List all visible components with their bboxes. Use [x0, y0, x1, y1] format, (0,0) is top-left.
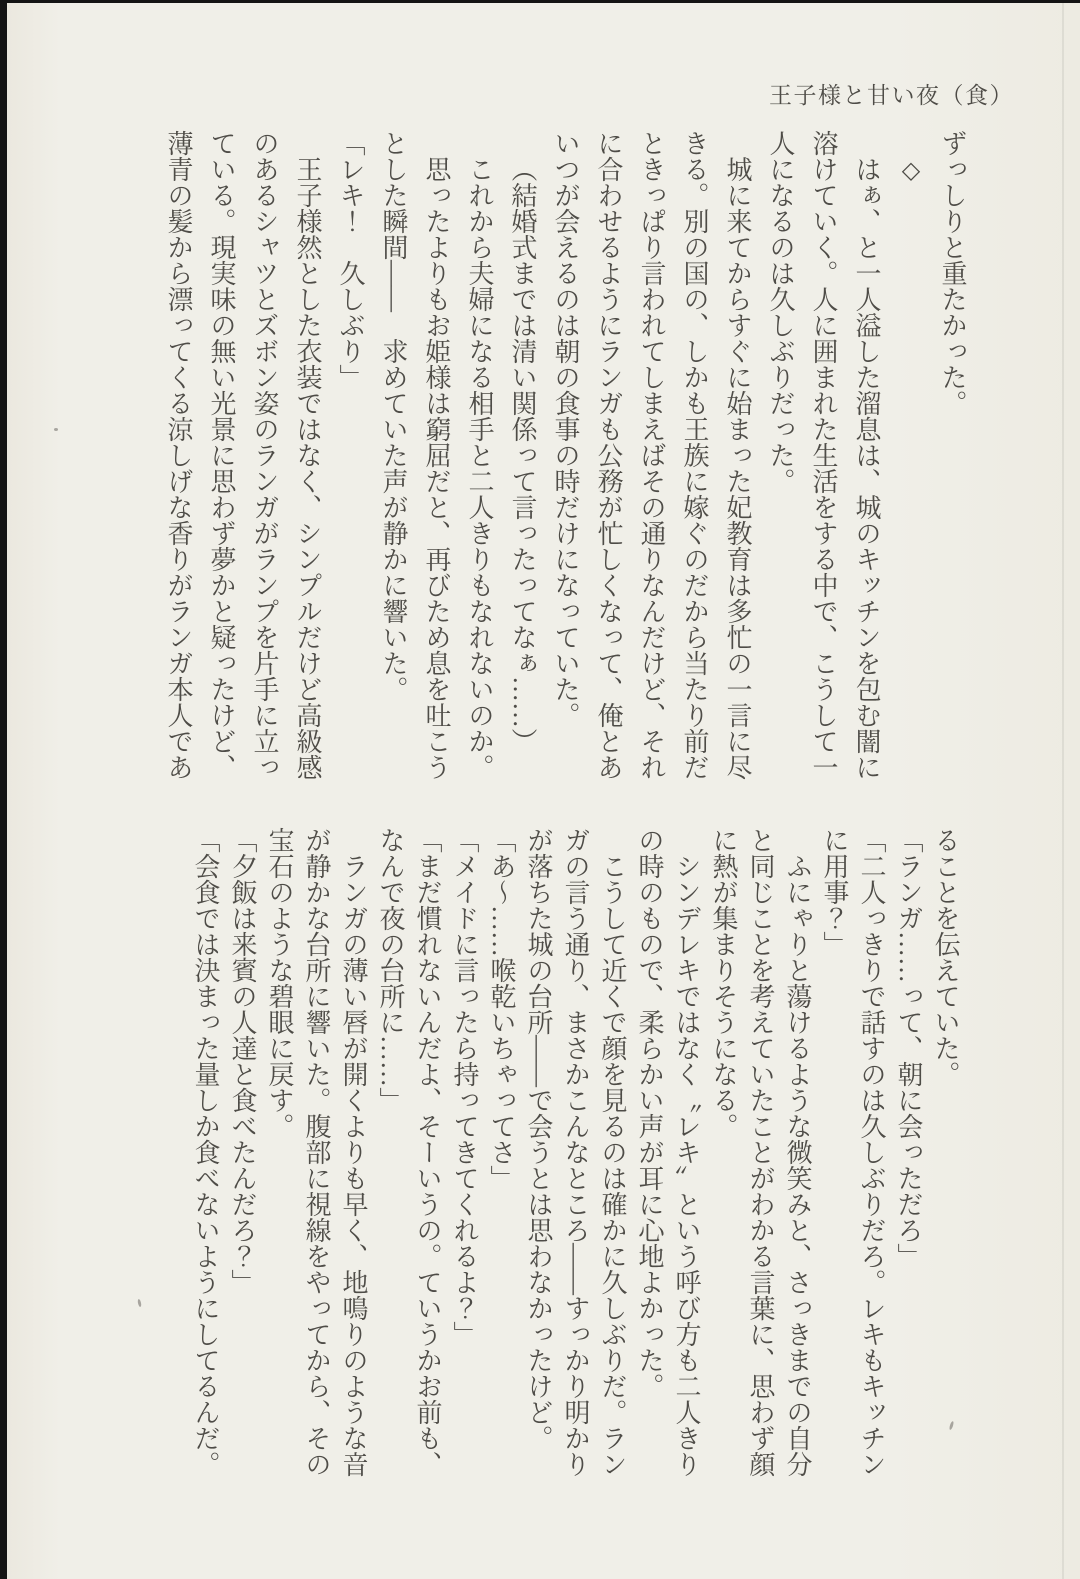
text-column: いつが会えるのは朝の食事の時だけになっていた。: [551, 130, 580, 728]
text-column: ランガの薄い唇が開くよりも早く、地鳴りのような音: [339, 853, 368, 1477]
text-column: ふにゃりと蕩けるような微笑みと、さっきまでの自分: [783, 853, 812, 1477]
text-column: ることを伝えていた。: [931, 827, 960, 1087]
text-column: ガの言う通り、まさかこんなところ――すっかり明かり: [561, 827, 590, 1477]
text-column: これから夫婦になる相手と二人きりもなれないのか。: [465, 156, 494, 780]
text-column: 宝石のような碧眼に戻す。: [265, 827, 294, 1139]
scan-speck: [54, 428, 58, 431]
text-column: に用事？」: [820, 827, 849, 957]
book-page: [7, 3, 1080, 1579]
lower-text-block: [187, 827, 964, 1527]
text-column: 「まだ慣れないんだよ、そーいうの。ていうかお前も、: [413, 827, 442, 1477]
text-column: に合わせるようにランガも公務が忙しくなって、俺とあ: [594, 130, 623, 780]
text-column: 薄青の髪から漂ってくる涼しげな香りがランガ本人であ: [164, 130, 193, 780]
text-column: 「二人っきりで話すのは久しぶりだろ。レキもキッチン: [857, 827, 886, 1477]
text-column: 「レキ！ 久しぶり」: [336, 130, 365, 390]
text-column: 城に来てからすぐに始まった妃教育は多忙の一言に尽: [723, 156, 752, 780]
text-column: （結婚式までは清い関係って言ったってなぁ……）: [508, 156, 537, 754]
text-column: 人になるのは久しぶりだった。: [766, 130, 795, 494]
text-column: ずっしりと重たかった。: [938, 130, 967, 416]
text-column: はぁ、と一人溢した溜息は、城のキッチンを包む闇に: [852, 156, 881, 780]
text-column: 「ランガ……って、朝に会っただろ」: [894, 827, 923, 1269]
scene-divider: ◇: [897, 156, 923, 184]
text-column: 溶けていく。人に囲まれた生活をする中で、こうして一: [809, 130, 838, 780]
text-column: のあるシャツとズボン姿のランガがランプを片手に立っ: [250, 130, 279, 780]
text-column: 「会食では決まった量しか食べないようにしてるんだ。: [191, 827, 220, 1477]
text-column: 「夕飯は来賓の人達と食べたんだろ？」: [228, 827, 257, 1295]
text-column: なんで夜の台所に……」: [376, 827, 405, 1113]
text-column: と同じことを考えていたことがわかる言葉に、思わず顔: [746, 827, 775, 1477]
text-column: シンデレキではなく〝レキ〞という呼び方も二人きり: [672, 853, 701, 1477]
text-column: ている。現実味の無い光景に思わず夢かと疑ったけど、: [207, 130, 236, 780]
text-column: ときっぱり言われてしまえばその通りなんだけど、それ: [637, 130, 666, 780]
text-column: 王子様然とした衣装ではなく、シンプルだけど高級感: [293, 156, 322, 780]
text-column: が静かな台所に響いた。腹部に視線をやってから、その: [302, 827, 331, 1477]
scan-speck: [137, 1299, 142, 1307]
upper-text-block: [157, 130, 974, 830]
text-column: 思ったよりもお姫様は窮屈だと、再びため息を吐こう: [422, 156, 451, 780]
text-column: こうして近くで顔を見るのは確かに久しぶりだ。ラン: [598, 853, 627, 1477]
text-column: きる。別の国の、しかも王族に嫁ぐのだから当たり前だ: [680, 130, 709, 780]
text-column: に熱が集まりそうになる。: [709, 827, 738, 1139]
text-column: 「メイドに言ったら持ってきてくれるよ？」: [450, 827, 479, 1347]
text-column: 「あ〜……喉乾いちゃってさ」: [487, 827, 516, 1191]
text-column: の時のもので、柔らかい声が耳に心地よかった。: [635, 827, 664, 1399]
page-header-title: 王子様と甘い夜（食）: [769, 83, 1014, 108]
text-column: が落ちた城の台所――で会うとは思わなかったけど。: [524, 827, 553, 1451]
text-column: とした瞬間―― 求めていた声が静かに響いた。: [379, 130, 408, 702]
